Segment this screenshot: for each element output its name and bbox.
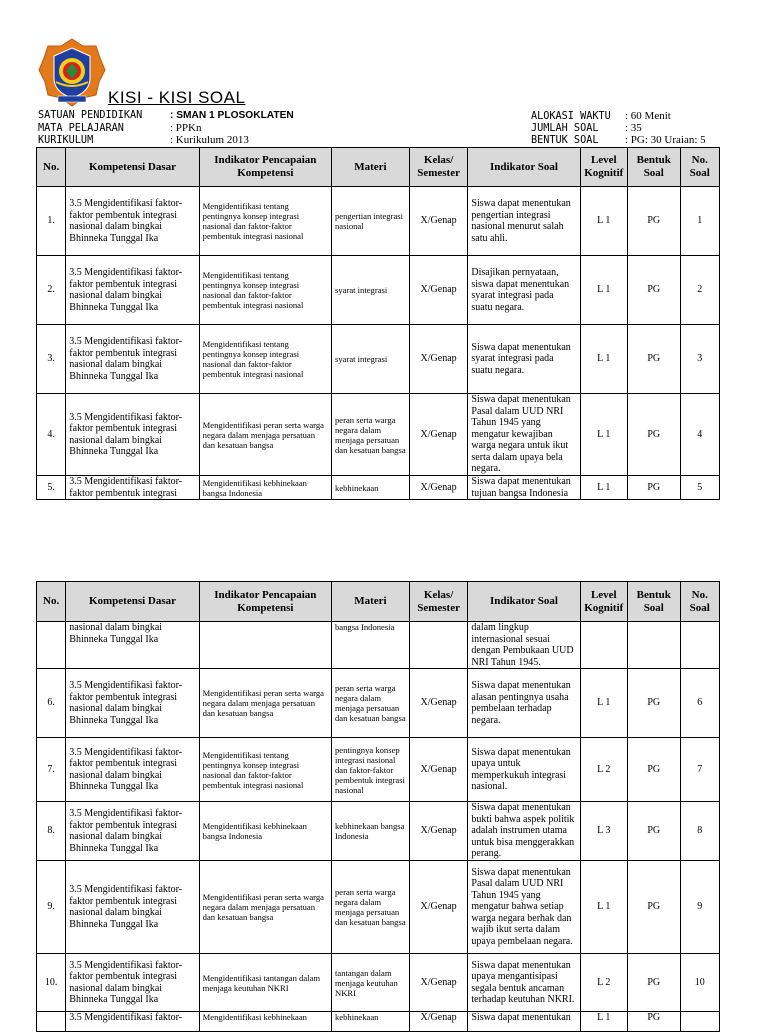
cell-kompetensi-dasar: 3.5 Mengidentifikasi faktor-faktor pembentuk integrasi — [66, 476, 199, 500]
cell-no-soal: 3 — [680, 325, 719, 394]
table-row — [37, 325, 720, 394]
col-header-level: Level Kognitif — [580, 582, 627, 622]
cell-indikator-soal: Siswa dapat menentukan syarat integrasi pada suatu negara. — [468, 325, 580, 394]
col-header-indikator-soal: Indikator Soal — [468, 582, 580, 622]
meta-row-jumlah — [531, 122, 706, 134]
cell-level-kognitif: L 2 — [580, 738, 627, 802]
cell-no-soal: 6 — [680, 669, 719, 738]
kisi-table-page-1 — [36, 147, 720, 500]
col-header-ipk: Indikator Pencapaian Kompetensi — [199, 582, 331, 622]
table-row — [37, 1012, 720, 1032]
cell-no-soal: 8 — [680, 802, 719, 861]
table-row — [37, 802, 720, 861]
cell-kelas-semester: X/Genap — [409, 738, 468, 802]
cell-kelas-semester: X/Genap — [409, 861, 468, 954]
cell-indikator-pencapaian: Mengidentifikasi tentang pentingnya konsep integrasi nasional dan faktor-faktor pembentuk integrasi nasional — [199, 256, 331, 325]
cell-materi: tantangan dalam menjaga keutuhan NKRI — [332, 954, 410, 1012]
col-header-level: Level Kognitif — [580, 148, 627, 187]
meta-value: : 35 — [625, 122, 642, 134]
cell-kompetensi-dasar: 3.5 Mengidentifikasi faktor-faktor pembentuk integrasi nasional dalam bingkai Bhinneka Tunggal Ika — [66, 738, 199, 802]
cell-no-soal: 10 — [680, 954, 719, 1012]
cell-materi: peran serta warga negara dalam menjaga persatuan dan kesatuan bangsa — [332, 861, 410, 954]
cell-indikator-soal: Siswa dapat menentukan pengertian integrasi nasional menurut salah satu ahli. — [468, 187, 580, 256]
cell-kompetensi-dasar: nasional dalam bingkai Bhinneka Tunggal Ika — [66, 622, 199, 669]
table-row — [37, 476, 720, 500]
cell-materi: syarat integrasi — [332, 325, 410, 394]
cell-bentuk-soal: PG — [628, 802, 681, 861]
cell-kelas-semester: X/Genap — [409, 256, 468, 325]
cell-level-kognitif: L 1 — [580, 476, 627, 500]
cell-indikator-soal: Siswa dapat menentukan alasan pentingnya usaha pembelaan terhadap negara. — [468, 669, 580, 738]
cell-bentuk-soal: PG — [628, 861, 681, 954]
cell-no-soal — [680, 1012, 719, 1032]
meta-row-mapel — [38, 122, 294, 134]
meta-label: SATUAN PENDIDIKAN — [38, 110, 143, 121]
cell-bentuk-soal: PG — [628, 256, 681, 325]
page-title: KISI - KISI SOAL — [108, 88, 246, 107]
col-header-no: No. — [37, 582, 66, 622]
cell-no: 5. — [37, 476, 66, 500]
cell-bentuk-soal — [628, 622, 681, 669]
cell-bentuk-soal: PG — [628, 738, 681, 802]
table-row — [37, 738, 720, 802]
meta-left — [38, 110, 294, 146]
col-header-kelas: Kelas/ Semester — [409, 582, 468, 622]
meta-row-alokasi — [531, 110, 706, 122]
cell-bentuk-soal: PG — [628, 394, 681, 476]
cell-level-kognitif: L 1 — [580, 669, 627, 738]
meta-label: MATA PELAJARAN — [38, 123, 124, 134]
table-header-row — [37, 582, 720, 622]
meta-value: : PG: 30 Uraian: 5 — [625, 134, 706, 146]
cell-level-kognitif: L 1 — [580, 256, 627, 325]
col-header-nosoal: No. Soal — [680, 148, 719, 187]
cell-level-kognitif — [580, 622, 627, 669]
cell-bentuk-soal: PG — [628, 954, 681, 1012]
col-header-bentuk: Bentuk Soal — [628, 582, 681, 622]
cell-no-soal — [680, 622, 719, 669]
cell-kompetensi-dasar: 3.5 Mengidentifikasi faktor- — [66, 1012, 199, 1032]
cell-no-soal: 9 — [680, 861, 719, 954]
cell-no: 9. — [37, 861, 66, 954]
meta-label: ALOKASI WAKTU — [531, 111, 611, 122]
cell-level-kognitif: L 2 — [580, 954, 627, 1012]
cell-level-kognitif: L 1 — [580, 1012, 627, 1032]
table-row — [37, 954, 720, 1012]
cell-indikator-soal: Siswa dapat menentukan tujuan bangsa Indonesia — [468, 476, 580, 500]
col-header-ipk: Indikator Pencapaian Kompetensi — [199, 148, 331, 187]
cell-kelas-semester — [409, 622, 468, 669]
cell-kelas-semester: X/Genap — [409, 802, 468, 861]
table-row — [37, 187, 720, 256]
cell-kelas-semester: X/Genap — [409, 325, 468, 394]
cell-indikator-soal: Siswa dapat menentukan Pasal dalam UUD NRI Tahun 1945 yang mengatur kewajiban warga negara untuk ikut serta dalam upaya bela negara. — [468, 394, 580, 476]
cell-kelas-semester: X/Genap — [409, 476, 468, 500]
cell-kompetensi-dasar: 3.5 Mengidentifikasi faktor-faktor pembentuk integrasi nasional dalam bingkai Bhinneka Tunggal Ika — [66, 861, 199, 954]
table-header-row — [37, 148, 720, 187]
cell-indikator-soal: dalam lingkup internasional sesuai dengan Pembukaan UUD NRI Tahun 1945. — [468, 622, 580, 669]
cell-no: 4. — [37, 394, 66, 476]
cell-materi: pentingnya konsep integrasi nasional dan faktor-faktor pembentuk integrasi nasional — [332, 738, 410, 802]
cell-indikator-soal: Siswa dapat menentukan bukti bahwa aspek politik adalah instrumen utama untuk bisa menggerakkan perang. — [468, 802, 580, 861]
table-row — [37, 861, 720, 954]
cell-indikator-pencapaian: Mengidentifikasi peran serta warga negara dalam menjaga persatuan dan kesatuan bangsa — [199, 861, 331, 954]
cell-indikator-soal: Siswa dapat menentukan — [468, 1012, 580, 1032]
col-header-bentuk: Bentuk Soal — [628, 148, 681, 187]
cell-indikator-pencapaian: Mengidentifikasi peran serta warga negara dalam menjaga persatuan dan kesatuan bangsa — [199, 669, 331, 738]
col-header-kelas: Kelas/ Semester — [409, 148, 468, 187]
cell-kelas-semester: X/Genap — [409, 954, 468, 1012]
cell-materi: peran serta warga negara dalam menjaga persatuan dan kesatuan bangsa — [332, 394, 410, 476]
cell-bentuk-soal: PG — [628, 325, 681, 394]
cell-kelas-semester: X/Genap — [409, 1012, 468, 1032]
cell-indikator-pencapaian — [199, 622, 331, 669]
cell-no — [37, 1012, 66, 1032]
col-header-kd: Kompetensi Dasar — [66, 582, 199, 622]
cell-no-soal: 7 — [680, 738, 719, 802]
cell-bentuk-soal: PG — [628, 476, 681, 500]
cell-level-kognitif: L 1 — [580, 394, 627, 476]
cell-materi: pengertian integrasi nasional — [332, 187, 410, 256]
cell-indikator-pencapaian: Mengidentifikasi kebhinekaan — [199, 1012, 331, 1032]
cell-no: 2. — [37, 256, 66, 325]
cell-materi: bangsa Indonesia — [332, 622, 410, 669]
cell-materi: kebhinekaan bangsa Indonesia — [332, 802, 410, 861]
school-logo — [38, 38, 106, 108]
meta-row-bentuk — [531, 134, 706, 146]
cell-kelas-semester: X/Genap — [409, 669, 468, 738]
cell-level-kognitif: L 3 — [580, 802, 627, 861]
col-header-materi: Materi — [332, 582, 410, 622]
cell-bentuk-soal: PG — [628, 1012, 681, 1032]
cell-indikator-soal: Siswa dapat menentukan upaya mengantisipasi segala bentuk ancaman terhadap keutuhan NKRI. — [468, 954, 580, 1012]
cell-indikator-pencapaian: Mengidentifikasi tentang pentingnya konsep integrasi nasional dan faktor-faktor pembentuk integrasi nasional — [199, 738, 331, 802]
cell-indikator-pencapaian: Mengidentifikasi kebhinekaan bangsa Indonesia — [199, 802, 331, 861]
cell-indikator-pencapaian: Mengidentifikasi kebhinekaan bangsa Indonesia — [199, 476, 331, 500]
cell-no: 8. — [37, 802, 66, 861]
meta-row-kurikulum — [38, 134, 294, 146]
col-header-kd: Kompetensi Dasar — [66, 148, 199, 187]
cell-materi: kebhinekaan — [332, 1012, 410, 1032]
cell-level-kognitif: L 1 — [580, 325, 627, 394]
cell-no — [37, 622, 66, 669]
table-row — [37, 622, 720, 669]
cell-kelas-semester: X/Genap — [409, 187, 468, 256]
meta-right — [531, 110, 706, 146]
cell-materi: kebhinekaan — [332, 476, 410, 500]
cell-kompetensi-dasar: 3.5 Mengidentifikasi faktor-faktor pembentuk integrasi nasional dalam bingkai Bhinneka Tunggal Ika — [66, 669, 199, 738]
cell-level-kognitif: L 1 — [580, 187, 627, 256]
table-row — [37, 256, 720, 325]
cell-kompetensi-dasar: 3.5 Mengidentifikasi faktor-faktor pembentuk integrasi nasional dalam bingkai Bhinneka Tunggal Ika — [66, 187, 199, 256]
cell-kompetensi-dasar: 3.5 Mengidentifikasi faktor-faktor pembentuk integrasi nasional dalam bingkai Bhinneka Tunggal Ika — [66, 802, 199, 861]
cell-indikator-pencapaian: Mengidentifikasi tentang pentingnya konsep integrasi nasional dan faktor-faktor pembentuk integrasi nasional — [199, 187, 331, 256]
cell-indikator-pencapaian: Mengidentifikasi tantangan dalam menjaga keutuhan NKRI — [199, 954, 331, 1012]
cell-indikator-pencapaian: Mengidentifikasi peran serta warga negara dalam menjaga persatuan dan kesatuan bangsa — [199, 394, 331, 476]
table-row — [37, 669, 720, 738]
cell-indikator-pencapaian: Mengidentifikasi tentang pentingnya konsep integrasi nasional dan faktor-faktor pembentuk integrasi nasional — [199, 325, 331, 394]
cell-no: 7. — [37, 738, 66, 802]
meta-value: : SMAN 1 PLOSOKLATEN — [170, 110, 294, 121]
meta-label: BENTUK SOAL — [531, 135, 599, 146]
cell-kompetensi-dasar: 3.5 Mengidentifikasi faktor-faktor pembentuk integrasi nasional dalam bingkai Bhinneka Tunggal Ika — [66, 954, 199, 1012]
cell-materi: peran serta warga negara dalam menjaga persatuan dan kesatuan bangsa — [332, 669, 410, 738]
cell-bentuk-soal: PG — [628, 187, 681, 256]
cell-kompetensi-dasar: 3.5 Mengidentifikasi faktor-faktor pembentuk integrasi nasional dalam bingkai Bhinneka Tunggal Ika — [66, 394, 199, 476]
meta-value: : Kurikulum 2013 — [170, 134, 249, 146]
cell-no-soal: 1 — [680, 187, 719, 256]
cell-kompetensi-dasar: 3.5 Mengidentifikasi faktor-faktor pembentuk integrasi nasional dalam bingkai Bhinneka Tunggal Ika — [66, 256, 199, 325]
cell-level-kognitif: L 1 — [580, 861, 627, 954]
cell-no-soal: 5 — [680, 476, 719, 500]
cell-no: 3. — [37, 325, 66, 394]
meta-value: : 60 Menit — [625, 110, 671, 122]
cell-bentuk-soal: PG — [628, 669, 681, 738]
cell-no-soal: 2 — [680, 256, 719, 325]
kisi-table-page-2 — [36, 581, 720, 1032]
col-header-indikator-soal: Indikator Soal — [468, 148, 580, 187]
meta-label: JUMLAH SOAL — [531, 123, 599, 134]
cell-kelas-semester: X/Genap — [409, 394, 468, 476]
meta-row-satuan — [38, 110, 294, 122]
cell-no: 6. — [37, 669, 66, 738]
col-header-materi: Materi — [332, 148, 410, 187]
meta-label: KURIKULUM — [38, 135, 94, 146]
cell-no: 10. — [37, 954, 66, 1012]
cell-kompetensi-dasar: 3.5 Mengidentifikasi faktor-faktor pembentuk integrasi nasional dalam bingkai Bhinneka Tunggal Ika — [66, 325, 199, 394]
cell-indikator-soal: Disajikan pernyataan, siswa dapat menentukan syarat integrasi pada suatu negara. — [468, 256, 580, 325]
table-row — [37, 394, 720, 476]
col-header-no: No. — [37, 148, 66, 187]
cell-no: 1. — [37, 187, 66, 256]
col-header-nosoal: No. Soal — [680, 582, 719, 622]
cell-indikator-soal: Siswa dapat menentukan Pasal dalam UUD NRI Tahun 1945 yang mengatur bahwa setiap warga negara berhak dan wajib ikut serta dalam upaya pembelaan negara. — [468, 861, 580, 954]
cell-no-soal: 4 — [680, 394, 719, 476]
meta-value: : PPKn — [170, 122, 202, 134]
cell-indikator-soal: Siswa dapat menentukan upaya untuk memperkukuh integrasi nasional. — [468, 738, 580, 802]
cell-materi: syarat integrasi — [332, 256, 410, 325]
